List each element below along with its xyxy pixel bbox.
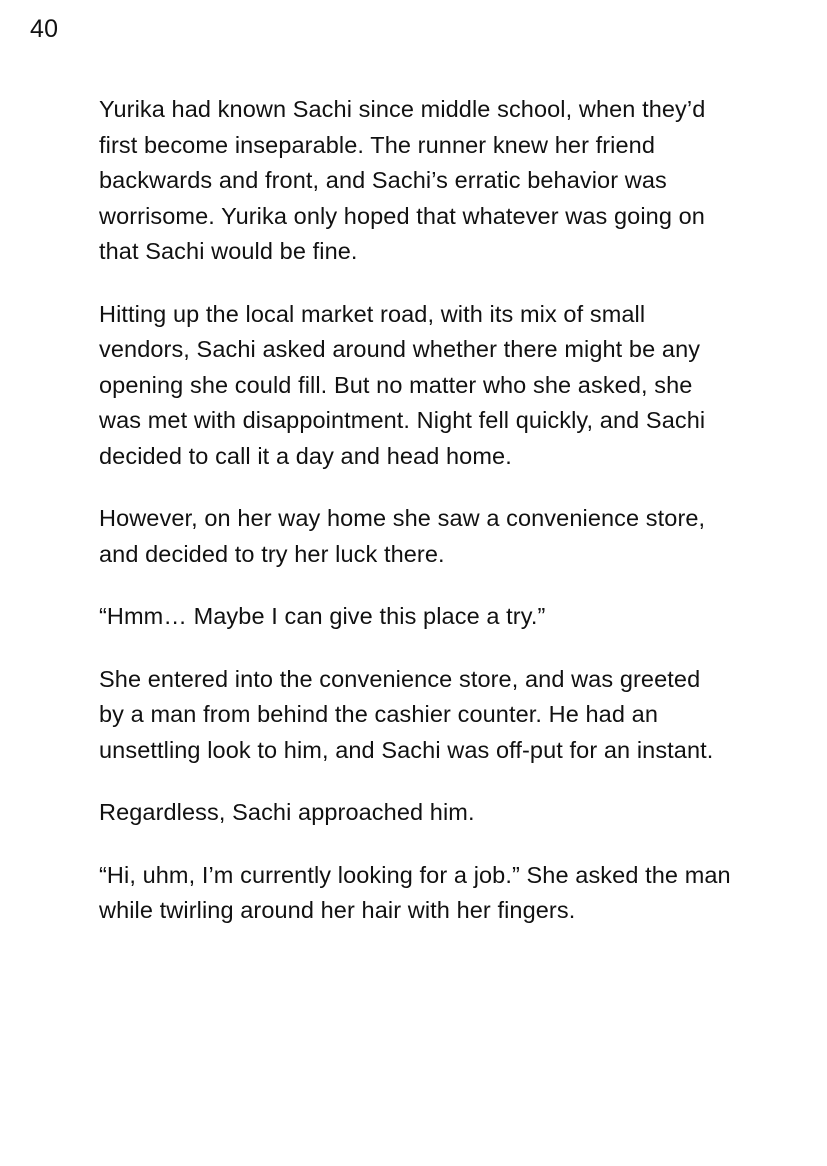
paragraph: “Hi, uhm, I’m currently looking for a job.” She asked the man while twirling around her hair with her fingers.: [99, 861, 731, 923]
page-number: 40: [30, 15, 59, 43]
page-body: [99, 92, 731, 929]
paragraph: Regardless, Sachi approached him.: [99, 799, 475, 825]
paragraph: She entered into the convenience store, and was greeted by a man from behind the cashier counter. He had an unsettling look to him, and Sachi was off-put for an instant.: [99, 665, 714, 763]
paragraph: Yurika had known Sachi since middle school, when they’d first become inseparable. The runner knew her friend backwards and front, and Sachi’s erratic behavior was worrisome. Yurika only hoped that whatever was going on that Sachi would be fine.: [99, 96, 706, 264]
paragraph: Hitting up the local market road, with its mix of small vendors, Sachi asked around whether there might be any opening she could fill. But no matter who she asked, she was met with disappointment. Night fell quickly, and Sachi decided to call it a day and head home.: [99, 300, 706, 469]
paragraph: “Hmm… Maybe I can give this place a try.”: [99, 603, 546, 629]
paragraph: However, on her way home she saw a convenience store, and decided to try her luck there.: [99, 505, 706, 567]
